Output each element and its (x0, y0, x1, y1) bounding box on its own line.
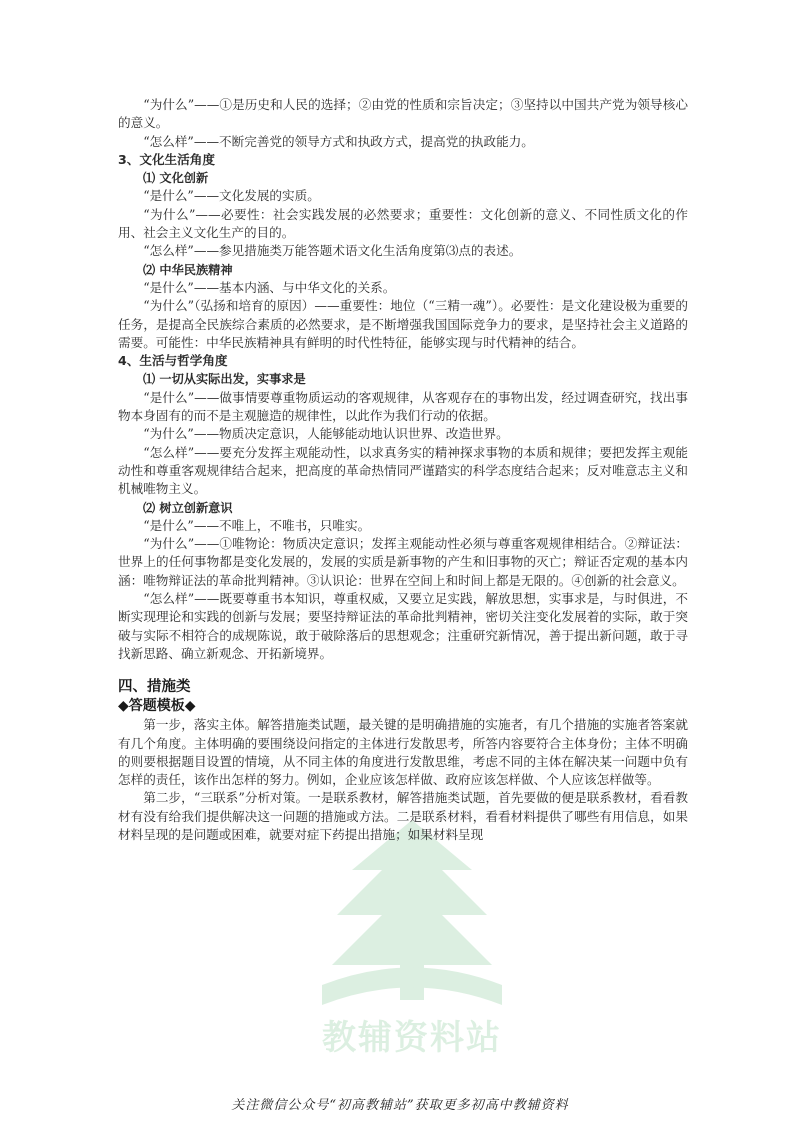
subsection-heading: ⑵ 树立创新意识 (143, 500, 233, 515)
subsection-heading: ⑵ 中华民族精神 (143, 262, 233, 277)
paragraph: “为什么”（弘扬和培育的原因）——重要性：地位（“三精一魂”）。必要性：是文化建设极为重要的任务，是提高全民族综合素质的必然要求，是不断增强我国国际竞争力的要求，是坚持社会主义道路的需要。可能性：中华民族精神具有鲜明的时代性特征，能够实现与时代精神的结合。 (118, 298, 688, 350)
paragraph: “是什么”——不唯上，不唯书，只唯实。 (143, 517, 371, 533)
paragraph: “为什么”——①是历史和人民的选择；②由党的性质和宗旨决定；③坚持以中国共产党为领导核心的意义。 (118, 97, 688, 131)
paragraph: “怎么样”——既要尊重书本知识，尊重权威，又要立足实践，解放思想，实事求是，与时俱进，不断实现理论和实践的创新与发展；要坚持辩证法的革命批判精神，密切关注变化发展着的实际，敢于突破与实际不相符合的成规陈说，敢于破除落后的思想观念；注重研究新情况，善于提出新问题，敢于寻找新思路、确立新观念、开拓新境界。 (118, 591, 688, 661)
paragraph: “怎么样”——参见措施类万能答题术语文化生活角度第⑶点的表述。 (143, 243, 522, 259)
subsection-heading: ⑴ 一切从实际出发，实事求是 (143, 372, 306, 387)
paragraph: “为什么”——①唯物论：物质决定意识；发挥主观能动性必须与尊重客观规律相结合。②辩证法：世界上的任何事物都是变化发展的，发展的实质是新事物的产生和旧事物的灭亡；辩证否定观的基本内涵：唯物辩证法的革命批判精神。③认识论：世界在空间上和时间上都是无限的。④创新的社会意义。 (118, 536, 688, 588)
paragraph: “怎么样”——不断完善党的领导方式和执政方式，提高党的执政能力。 (143, 133, 534, 149)
paragraph: “是什么”——做事情要尊重物质运动的客观规律，从客观存在的事物出发，经过调查研究，找出事物本身固有的而不是主观臆造的规律性，以此作为我们行动的依据。 (118, 389, 688, 424)
paragraph: “怎么样”——要充分发挥主观能动性，以求真务实的精神探求事物的本质和规律；要把发挥主观能动性和尊重客观规律结合起来，把高度的革命热情同严谨踏实的科学态度结合起来；反对唯意志主义和机械唯物主义。 (118, 444, 688, 497)
subsection-heading: ⑴ 文化创新 (143, 171, 209, 186)
document-body (118, 96, 688, 844)
paragraph: “是什么”——基本内涵、与中华文化的关系。 (143, 279, 396, 295)
paragraph: 第一步，落实主体。解答措施类试题，最关键的是明确措施的实施者，有几个措施的实施者答案就有几个角度。主体明确的要围绕设问指定的主体进行发散思考，所答内容要符合主体身份；主体不明确的则要根据题目设置的情境，从不同主体的角度进行发散思维，考虑不同的主体在解决某一问题中负有怎样的责任，该作出怎样的努力。例如，企业应该怎样做、政府应该怎样做、个人应该怎样做等。 (118, 717, 688, 788)
watermark-text: 教辅资料站 (322, 1018, 502, 1058)
paragraph: “为什么”——物质决定意识，人能够能动地认识世界、改造世界。 (143, 426, 509, 442)
footer-promo: 关注微信公众号“初高教辅站”获取更多初高中教辅资料 (231, 1098, 569, 1113)
paragraph: “是什么”——文化发展的实质。 (143, 188, 320, 204)
template-heading: ◆答题模板◆ (118, 698, 196, 715)
paragraph: “为什么”——必要性：社会实践发展的必然要求；重要性：文化创新的意义、不同性质文化的作用、社会主义文化生产的目的。 (118, 206, 688, 241)
chapter-heading: 四、措施类 (118, 679, 191, 696)
section-heading: 4、生活与哲学角度 (118, 353, 228, 369)
paragraph: 第二步，“三联系”分析对策。一是联系教材，解答措施类试题，首先要做的便是联系教材，看看教材有没有给我们提供解决这一问题的措施或方法。二是联系材料，看看材料提供了哪些有用信息，如果材料呈现的是问题或困难，就要对症下药提出措施；如果材料呈现 (118, 790, 688, 842)
section-heading: 3、文化生活角度 (118, 151, 215, 167)
